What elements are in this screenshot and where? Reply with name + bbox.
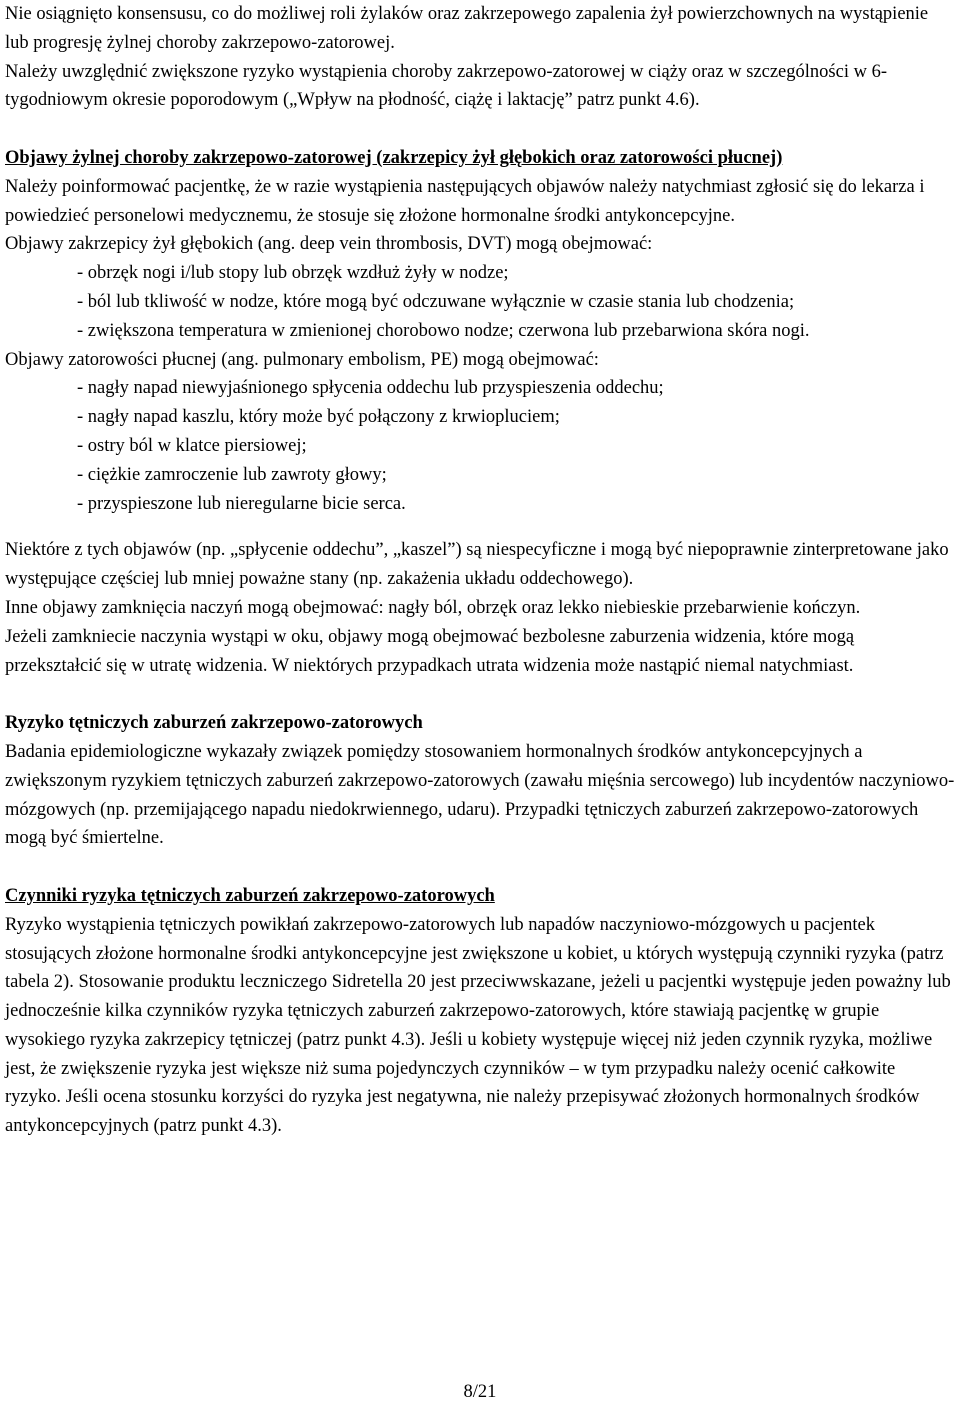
- arterial-risk-factors-body: Ryzyko wystąpienia tętniczych powikłań zakrzepowo-zatorowych lub napadów naczyniowo-mózgowych u pacjentek stosujących złożone hormonalne środki antykoncepcyjne jest zwiększone u kobiet, u których występują czynniki ryzyka (patrz tabela 2). Stosowanie produktu leczniczego Sidretella 20 jest przeciwwskazane, jeżeli u pacjentki występuje jeden poważny lub jednocześnie kilka czynników ryzyka tętniczych zaburzeń zakrzepowo-zatorowych, które stawiają pacjentkę w grupie wysokiego ryzyka zakrzepicy tętniczej (patrz punkt 4.3). Jeśli u kobiety występuje więcej niż jeden czynnik ryzyka, możliwe jest, że zwiększenie ryzyka jest większe niż suma pojedynczych czynników – w tym przypadku należy ocenić całkowite ryzyko. Jeśli ocena stosunku korzyści do ryzyka jest negatywna, nie należy przepisywać złożonych hormonalnych środków antykoncepcyjnych (patrz punkt 4.3).: [5, 914, 951, 1137]
- page-number: 8/21: [463, 1382, 497, 1402]
- pe-symptoms-intro: Objawy zatorowości płucnej (ang. pulmonary embolism, PE) mogą obejmować:: [5, 349, 599, 370]
- arterial-risk-heading: Ryzyko tętniczych zaburzeń zakrzepowo-zatorowych: [5, 713, 423, 734]
- list-item: - ból lub tkliwość w nodze, które mogą być odczuwane wyłącznie w czasie stania lub chodzenia;: [77, 291, 795, 312]
- intro-paragraph-1: Nie osiągnięto konsensusu, co do możliwej roli żylaków oraz zakrzepowego zapalenia żył powierzchownych na wystąpienie lub progresję żylnej choroby zakrzepowo-zatorowej.: [5, 4, 929, 53]
- arterial-risk-factors-heading: Czynniki ryzyka tętniczych zaburzeń zakrzepowo-zatorowych: [5, 885, 495, 906]
- list-item: - obrzęk nogi i/lub stopy lub obrzęk wzdłuż żyły w nodze;: [77, 263, 509, 284]
- document-page: [5, 0, 955, 1141]
- vte-symptoms-intro: Należy poinformować pacjentkę, że w razie wystąpienia następujących objawów należy natychmiast zgłosić się do lekarza i powiedzieć personelowi medycznemu, że stosuje się złożone hormonalne środki antykoncepcyjne.: [5, 176, 925, 226]
- intro-paragraph-2: Należy uwzględnić zwiększone ryzyko wystąpienia choroby zakrzepowo-zatorowej w ciąży oraz w szczególności w 6-tygodniowym okresie poporodowym („Wpływ na płodność, ciążę i laktację” patrz punkt 4.6).: [5, 61, 887, 111]
- dvt-symptoms-list: [5, 259, 955, 345]
- list-item: - przyspieszone lub nieregularne bicie serca.: [77, 493, 406, 514]
- eye-occlusion-paragraph: Jeżeli zamkniecie naczynia wystąpi w oku, objawy mogą obejmować bezbolesne zaburzenia widzenia, które mogą przekształcić się w utratę widzenia. W niektórych przypadkach utrata widzenia może nastąpić niemal natychmiast.: [5, 626, 855, 676]
- dvt-symptoms-intro: Objawy zakrzepicy żył głębokich (ang. deep vein thrombosis, DVT) mogą obejmować:: [5, 234, 653, 255]
- arterial-risk-body: Badania epidemiologiczne wykazały związek pomiędzy stosowaniem hormonalnych środków antykoncepcyjnych a zwiększonym ryzykiem tętniczych zaburzeń zakrzepowo-zatorowych (zawału mięśnia sercowego) lub incydentów naczyniowo-mózgowych (np. przemijającego napadu niedokrwiennego, udaru). Przypadki tętniczych zaburzeń zakrzepowo-zatorowych mogą być śmiertelne.: [5, 741, 955, 849]
- vessel-occlusion-paragraph: Inne objawy zamknięcia naczyń mogą obejmować: nagły ból, obrzęk oraz lekko niebieskie przebarwienie kończyn.: [5, 597, 861, 618]
- vte-symptoms-heading: Objawy żylnej choroby zakrzepowo-zatorowej (zakrzepicy żył głębokich oraz zatorowości płucnej): [5, 147, 783, 168]
- pe-symptoms-list: [5, 374, 955, 518]
- list-item: - nagły napad kaszlu, który może być połączony z krwiopluciem;: [77, 407, 560, 428]
- list-item: - ciężkie zamroczenie lub zawroty głowy;: [77, 464, 387, 485]
- nonspecific-symptoms-paragraph: Niektóre z tych objawów (np. „spłycenie oddechu”, „kaszel”) są niespecyficzne i mogą być niepoprawnie zinterpretowane jako występujące częściej lub mniej poważne stany (np. zakażenia układu oddechowego).: [5, 540, 949, 590]
- list-item: - nagły napad niewyjaśnionego spłycenia oddechu lub przyspieszenia oddechu;: [77, 378, 664, 399]
- list-item: - ostry ból w klatce piersiowej;: [77, 435, 307, 456]
- list-item: - zwiększona temperatura w zmienionej chorobowo nodze; czerwona lub przebarwiona skóra nogi.: [77, 320, 810, 341]
